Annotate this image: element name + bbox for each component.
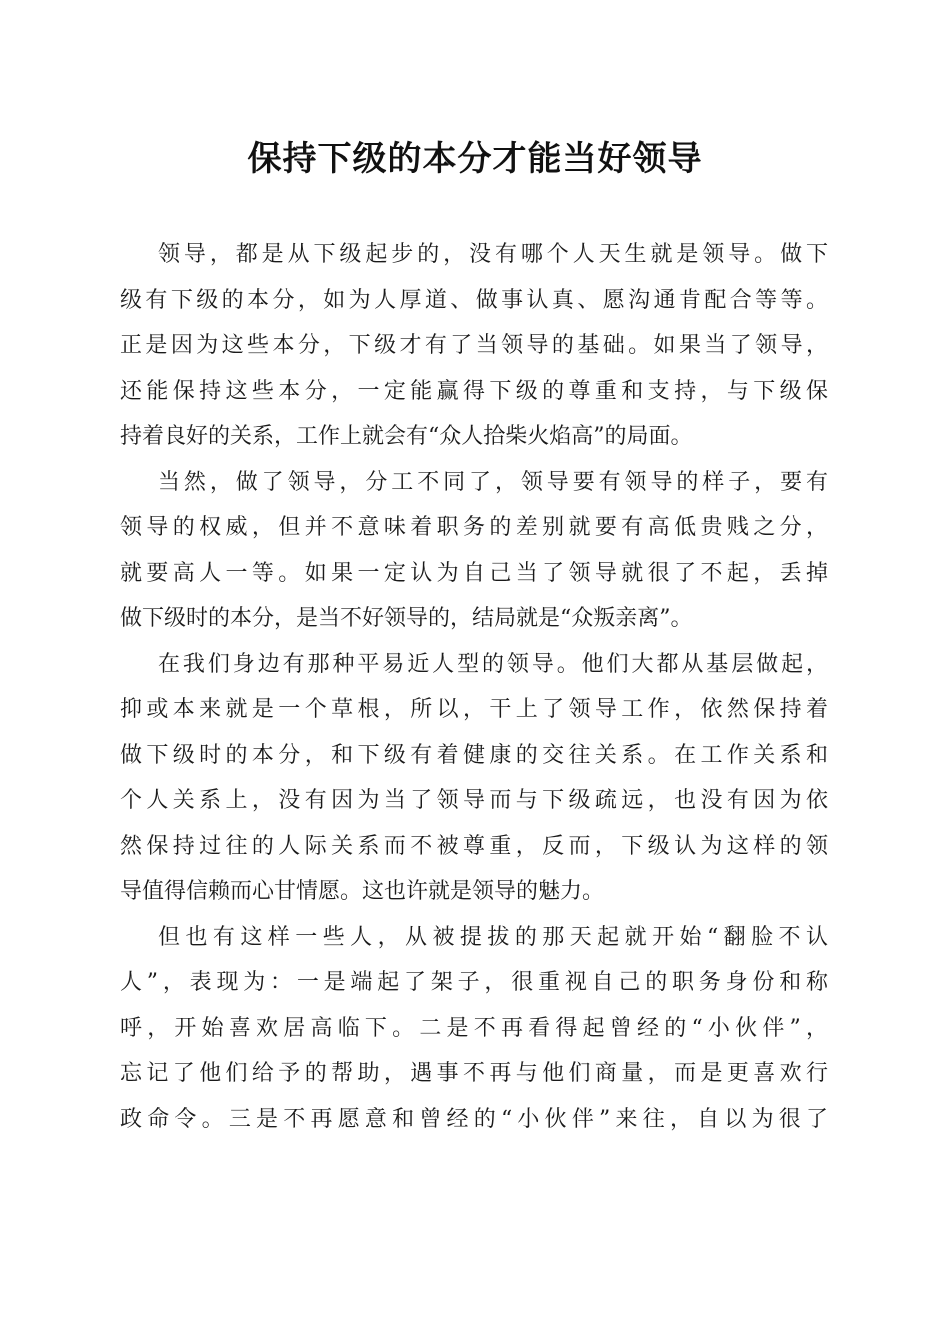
document-title: 保持下级的本分才能当好领导 [247,139,703,179]
text-line: 政命令。三是不再愿意和曾经的“小伙伴”来往，自以为很了 [120,1106,828,1132]
text-line: 然保持过往的人际关系而不被尊重，反而，下级认为这样的领 [120,833,828,859]
document-body [120,232,828,1142]
text-line: 呼，开始喜欢居高临下。二是不再看得起曾经的“小伙伴”， [120,1015,828,1041]
text-line: 正是因为这些本分，下级才有了当领导的基础。如果当了领导， [120,333,828,358]
text-line: 持着良好的关系，工作上就会有“众人拾柴火焰高”的局面。 [120,424,693,449]
paragraph-4 [120,915,828,1143]
text-line: 忘记了他们给予的帮助，遇事不再与他们商量，而是更喜欢行 [120,1061,828,1086]
text-line: 就要高人一等。如果一定认为自己当了领导就很了不起，丢掉 [120,560,828,586]
text-line: 还能保持这些本分，一定能赢得下级的尊重和支持，与下级保 [120,378,828,404]
paragraph-2 [120,460,828,642]
text-line: 级有下级的本分，如为人厚道、做事认真、愿沟通肯配合等等。 [120,287,828,313]
text-line: 在我们身边有那种平易近人型的领导。他们大都从基层做起， [158,651,828,677]
paragraph-1 [120,232,828,460]
text-line: 抑或本来就是一个草根，所以，干上了领导工作，依然保持着 [120,697,828,722]
paragraph-3 [120,642,828,915]
text-line: 个人关系上，没有因为当了领导而与下级疏远，也没有因为依 [120,788,828,813]
text-line: 人”，表现为：一是端起了架子，很重视自己的职务身份和称 [120,970,828,995]
text-line: 领导，都是从下级起步的，没有哪个人天生就是领导。做下 [158,242,828,267]
text-line: 导值得信赖而心甘情愿。这也许就是领导的魅力。 [120,879,605,904]
text-line: 领导的权威，但并不意味着职务的差别就要有高低贵贱之分， [120,515,828,540]
text-line: 当然，做了领导，分工不同了，领导要有领导的样子，要有 [158,469,828,495]
text-line: 但也有这样一些人，从被提拔的那天起就开始“翻脸不认 [158,924,828,950]
text-line: 做下级时的本分，和下级有着健康的交往关系。在工作关系和 [120,742,828,768]
text-line: 做下级时的本分，是当不好领导的，结局就是“众叛亲离”。 [120,606,693,631]
